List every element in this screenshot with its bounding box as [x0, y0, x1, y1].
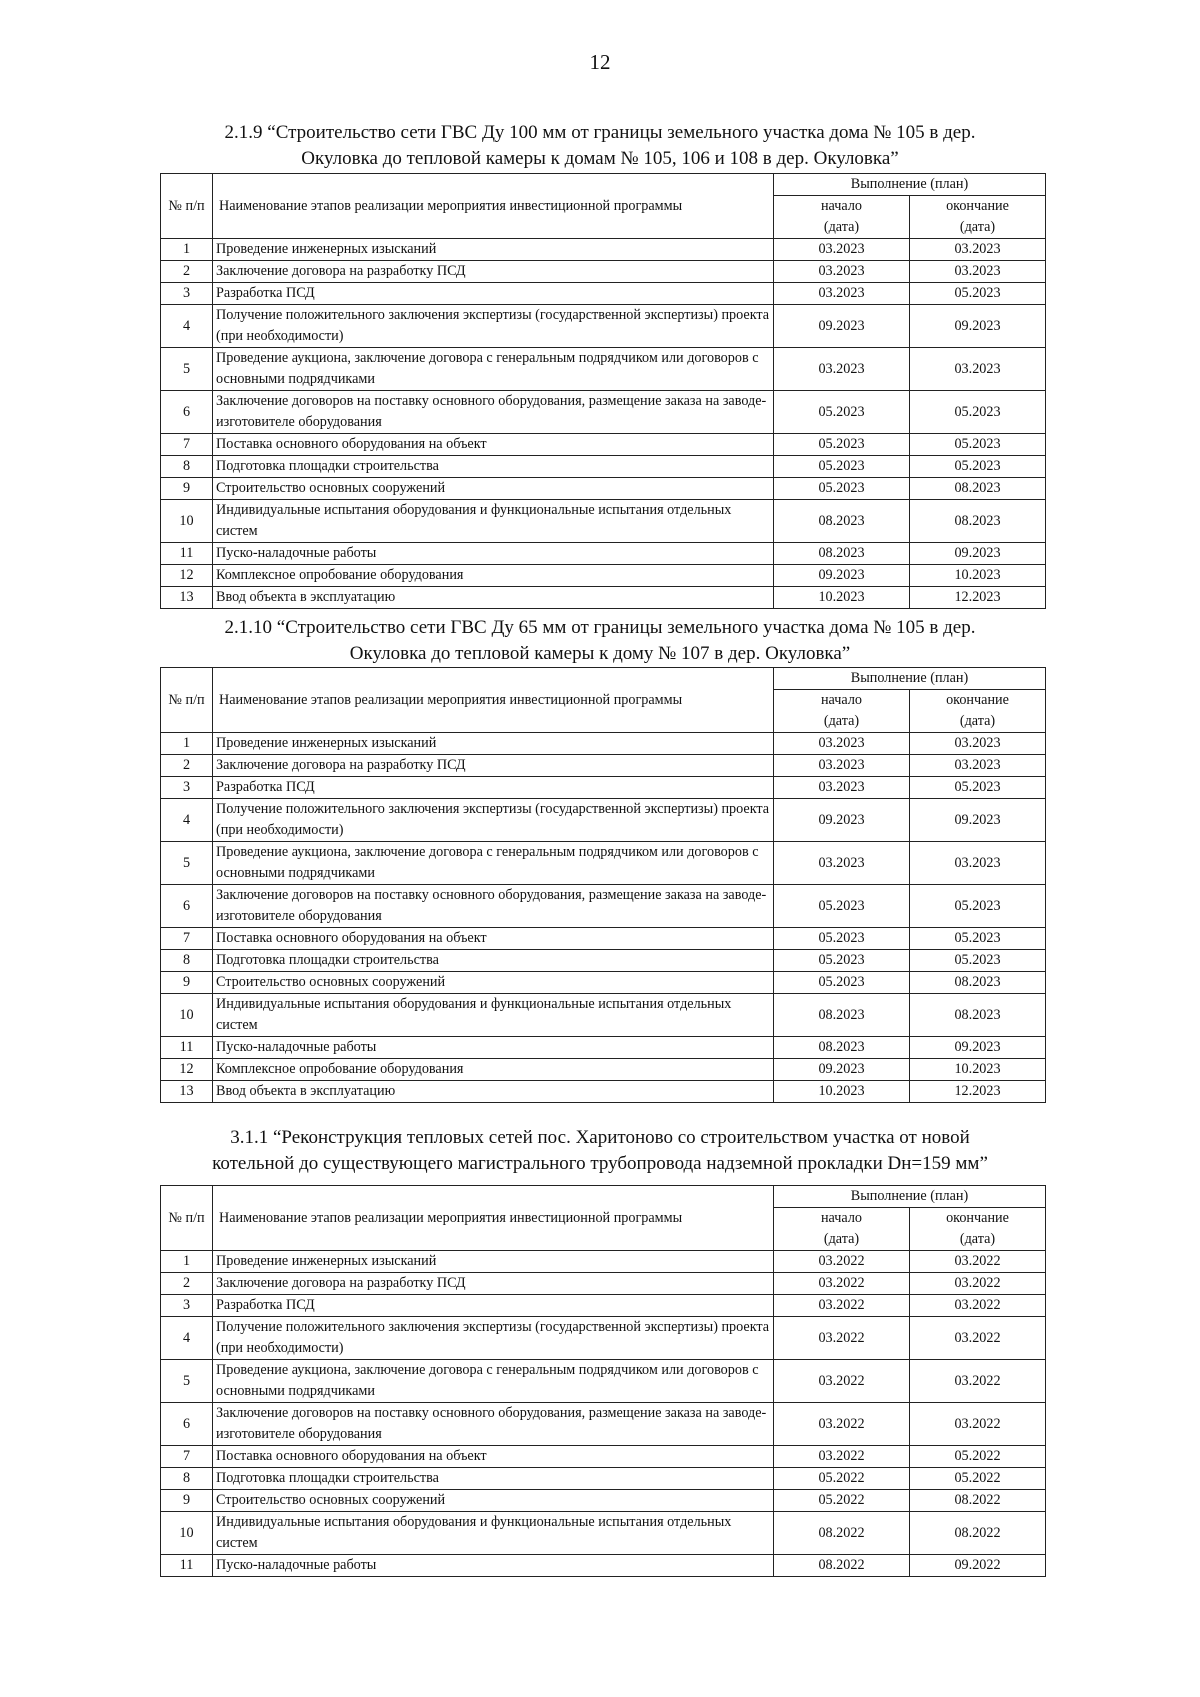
table-row: [161, 305, 1046, 348]
row-number: 8: [161, 950, 213, 972]
row-number: 5: [161, 842, 213, 885]
table-row: [161, 755, 1046, 777]
start-date: 05.2023: [774, 885, 910, 928]
header-start: начало: [774, 1208, 910, 1230]
row-number: 9: [161, 972, 213, 994]
start-date: 05.2022: [774, 1468, 910, 1490]
table-row: [161, 1037, 1046, 1059]
row-number: 2: [161, 261, 213, 283]
header-name: Наименование этапов реализации мероприятия инвестиционной программы: [213, 1186, 774, 1251]
end-date: 03.2022: [910, 1360, 1046, 1403]
row-number: 11: [161, 1037, 213, 1059]
table-row: [161, 1468, 1046, 1490]
stage-name: Проведение аукциона, заключение договора с генеральным подрядчиком или договоров с основными подрядчиками: [213, 842, 774, 885]
table-row: [161, 239, 1046, 261]
stage-name: Индивидуальные испытания оборудования и функциональные испытания отдельных систем: [213, 994, 774, 1037]
row-number: 13: [161, 587, 213, 609]
end-date: 08.2022: [910, 1490, 1046, 1512]
start-date: 05.2023: [774, 456, 910, 478]
start-date: 08.2023: [774, 543, 910, 565]
end-date: 05.2023: [910, 950, 1046, 972]
header-start: начало: [774, 196, 910, 218]
table-row: [161, 391, 1046, 434]
start-date: 03.2022: [774, 1273, 910, 1295]
header-start-note: (дата): [774, 1229, 910, 1251]
stage-name: Подготовка площадки строительства: [213, 456, 774, 478]
row-number: 7: [161, 928, 213, 950]
end-date: 03.2022: [910, 1295, 1046, 1317]
stage-name: Проведение аукциона, заключение договора с генеральным подрядчиком или договоров с основными подрядчиками: [213, 348, 774, 391]
table-row: [161, 456, 1046, 478]
stage-name: Пуско-наладочные работы: [213, 1555, 774, 1577]
start-date: 10.2023: [774, 1081, 910, 1103]
row-number: 9: [161, 1490, 213, 1512]
table-row: [161, 283, 1046, 305]
start-date: 09.2023: [774, 1059, 910, 1081]
row-number: 7: [161, 434, 213, 456]
start-date: 05.2023: [774, 928, 910, 950]
end-date: 03.2023: [910, 348, 1046, 391]
end-date: 09.2023: [910, 543, 1046, 565]
end-date: 05.2023: [910, 928, 1046, 950]
row-number: 5: [161, 1360, 213, 1403]
start-date: 05.2022: [774, 1490, 910, 1512]
table-row: [161, 261, 1046, 283]
start-date: 03.2022: [774, 1317, 910, 1360]
page-number: 12: [589, 50, 611, 74]
start-date: 03.2022: [774, 1295, 910, 1317]
start-date: 10.2023: [774, 587, 910, 609]
stage-name: Получение положительного заключения экспертизы (государственной экспертизы) проекта (при необходимости): [213, 1317, 774, 1360]
table-row: [161, 587, 1046, 609]
stage-name: Разработка ПСД: [213, 283, 774, 305]
stage-name: Подготовка площадки строительства: [213, 1468, 774, 1490]
stage-name: Заключение договоров на поставку основного оборудования, размещение заказа на заводе-изготовителе оборудования: [213, 885, 774, 928]
end-date: 03.2023: [910, 239, 1046, 261]
start-date: 08.2022: [774, 1512, 910, 1555]
header-end: окончание: [910, 1208, 1046, 1230]
stage-name: Проведение аукциона, заключение договора с генеральным подрядчиком или договоров с основными подрядчиками: [213, 1360, 774, 1403]
end-date: 03.2023: [910, 733, 1046, 755]
header-end: окончание: [910, 690, 1046, 712]
header-group: Выполнение (план): [774, 668, 1046, 690]
section-title-line: 2.1.10 “Строительство сети ГВС Ду 65 мм от границы земельного участка дома № 105 в дер.: [224, 617, 976, 638]
end-date: 05.2023: [910, 777, 1046, 799]
row-number: 12: [161, 565, 213, 587]
stage-name: Заключение договора на разработку ПСД: [213, 755, 774, 777]
start-date: 03.2022: [774, 1360, 910, 1403]
stage-name: Комплексное опробование оборудования: [213, 565, 774, 587]
table-row: [161, 1251, 1046, 1273]
stage-name: Индивидуальные испытания оборудования и функциональные испытания отдельных систем: [213, 1512, 774, 1555]
stage-name: Ввод объекта в эксплуатацию: [213, 1081, 774, 1103]
header-end: окончание: [910, 196, 1046, 218]
start-date: 03.2023: [774, 261, 910, 283]
end-date: 03.2022: [910, 1273, 1046, 1295]
stage-name: Подготовка площадки строительства: [213, 950, 774, 972]
table-row: [161, 478, 1046, 500]
stage-name: Поставка основного оборудования на объект: [213, 1446, 774, 1468]
end-date: 12.2023: [910, 1081, 1046, 1103]
start-date: 05.2023: [774, 950, 910, 972]
table-row: [161, 1360, 1046, 1403]
table-row: [161, 799, 1046, 842]
row-number: 1: [161, 1251, 213, 1273]
end-date: 05.2022: [910, 1468, 1046, 1490]
row-number: 6: [161, 391, 213, 434]
table-row: [161, 1295, 1046, 1317]
end-date: 05.2023: [910, 885, 1046, 928]
row-number: 8: [161, 456, 213, 478]
table-row: [161, 543, 1046, 565]
header-start-note: (дата): [774, 217, 910, 239]
end-date: 08.2023: [910, 994, 1046, 1037]
start-date: 08.2023: [774, 994, 910, 1037]
row-number: 13: [161, 1081, 213, 1103]
header-end-note: (дата): [910, 1229, 1046, 1251]
row-number: 4: [161, 799, 213, 842]
row-number: 1: [161, 733, 213, 755]
table-row: [161, 1403, 1046, 1446]
section-title-line: 2.1.9 “Строительство сети ГВС Ду 100 мм от границы земельного участка дома № 105 в дер.: [224, 122, 976, 143]
row-number: 7: [161, 1446, 213, 1468]
stage-name: Заключение договора на разработку ПСД: [213, 261, 774, 283]
header-group: Выполнение (план): [774, 174, 1046, 196]
start-date: 03.2023: [774, 733, 910, 755]
table-row: [161, 1059, 1046, 1081]
row-number: 6: [161, 1403, 213, 1446]
section-title: [165, 1125, 1035, 1177]
end-date: 10.2023: [910, 565, 1046, 587]
row-number: 10: [161, 994, 213, 1037]
row-number: 2: [161, 755, 213, 777]
row-number: 12: [161, 1059, 213, 1081]
start-date: 03.2022: [774, 1446, 910, 1468]
stage-name: Проведение инженерных изысканий: [213, 733, 774, 755]
stage-name: Проведение инженерных изысканий: [213, 1251, 774, 1273]
start-date: 09.2023: [774, 565, 910, 587]
stage-name: Поставка основного оборудования на объект: [213, 434, 774, 456]
stage-name: Ввод объекта в эксплуатацию: [213, 587, 774, 609]
end-date: 09.2023: [910, 1037, 1046, 1059]
table-row: [161, 885, 1046, 928]
end-date: 05.2023: [910, 391, 1046, 434]
end-date: 08.2022: [910, 1512, 1046, 1555]
start-date: 09.2023: [774, 799, 910, 842]
table-row: [161, 842, 1046, 885]
start-date: 03.2022: [774, 1251, 910, 1273]
end-date: 03.2023: [910, 842, 1046, 885]
start-date: 03.2023: [774, 239, 910, 261]
section-title: [165, 120, 1035, 172]
end-date: 08.2023: [910, 500, 1046, 543]
header-end-note: (дата): [910, 711, 1046, 733]
table-row: [161, 348, 1046, 391]
end-date: 05.2023: [910, 283, 1046, 305]
table-row: [161, 1490, 1046, 1512]
end-date: 08.2023: [910, 972, 1046, 994]
end-date: 05.2023: [910, 456, 1046, 478]
start-date: 03.2023: [774, 777, 910, 799]
stage-name: Разработка ПСД: [213, 1295, 774, 1317]
end-date: 08.2023: [910, 478, 1046, 500]
start-date: 03.2023: [774, 755, 910, 777]
table-row: [161, 777, 1046, 799]
start-date: 08.2022: [774, 1555, 910, 1577]
table-row: [161, 500, 1046, 543]
section-title-line: котельной до существующего магистрального трубопровода надземной прокладки Dн=159 мм”: [212, 1153, 988, 1174]
section-title-line: Окуловка до тепловой камеры к домам № 105, 106 и 108 в дер. Окуловка”: [301, 148, 899, 169]
row-number: 3: [161, 1295, 213, 1317]
header-group: Выполнение (план): [774, 1186, 1046, 1208]
stage-name: Заключение договора на разработку ПСД: [213, 1273, 774, 1295]
row-number: 8: [161, 1468, 213, 1490]
start-date: 09.2023: [774, 305, 910, 348]
header-name: Наименование этапов реализации мероприятия инвестиционной программы: [213, 174, 774, 239]
row-number: 11: [161, 543, 213, 565]
end-date: 10.2023: [910, 1059, 1046, 1081]
end-date: 09.2022: [910, 1555, 1046, 1577]
header-num: № п/п: [161, 174, 213, 239]
header-start: начало: [774, 690, 910, 712]
end-date: 12.2023: [910, 587, 1046, 609]
table-row: [161, 434, 1046, 456]
header-name: Наименование этапов реализации мероприятия инвестиционной программы: [213, 668, 774, 733]
table-row: [161, 994, 1046, 1037]
stage-name: Индивидуальные испытания оборудования и функциональные испытания отдельных систем: [213, 500, 774, 543]
start-date: 08.2023: [774, 500, 910, 543]
row-number: 3: [161, 283, 213, 305]
stage-name: Получение положительного заключения экспертизы (государственной экспертизы) проекта (при необходимости): [213, 305, 774, 348]
schedule-table: [160, 667, 1046, 1103]
stage-name: Получение положительного заключения экспертизы (государственной экспертизы) проекта (при необходимости): [213, 799, 774, 842]
header-end-note: (дата): [910, 217, 1046, 239]
end-date: 09.2023: [910, 305, 1046, 348]
start-date: 03.2023: [774, 283, 910, 305]
stage-name: Комплексное опробование оборудования: [213, 1059, 774, 1081]
row-number: 5: [161, 348, 213, 391]
stage-name: Заключение договоров на поставку основного оборудования, размещение заказа на заводе-изготовителе оборудования: [213, 1403, 774, 1446]
table-row: [161, 1317, 1046, 1360]
row-number: 4: [161, 305, 213, 348]
row-number: 6: [161, 885, 213, 928]
row-number: 4: [161, 1317, 213, 1360]
row-number: 2: [161, 1273, 213, 1295]
row-number: 11: [161, 1555, 213, 1577]
table-row: [161, 565, 1046, 587]
header-start-note: (дата): [774, 711, 910, 733]
stage-name: Строительство основных сооружений: [213, 972, 774, 994]
stage-name: Проведение инженерных изысканий: [213, 239, 774, 261]
table-row: [161, 950, 1046, 972]
row-number: 10: [161, 1512, 213, 1555]
end-date: 03.2022: [910, 1251, 1046, 1273]
table-row: [161, 1446, 1046, 1468]
table-row: [161, 1081, 1046, 1103]
end-date: 03.2023: [910, 261, 1046, 283]
start-date: 08.2023: [774, 1037, 910, 1059]
header-num: № п/п: [161, 1186, 213, 1251]
stage-name: Поставка основного оборудования на объект: [213, 928, 774, 950]
start-date: 03.2023: [774, 348, 910, 391]
table-row: [161, 1512, 1046, 1555]
table-row: [161, 733, 1046, 755]
end-date: 03.2023: [910, 755, 1046, 777]
stage-name: Заключение договоров на поставку основного оборудования, размещение заказа на заводе-изготовителе оборудования: [213, 391, 774, 434]
end-date: 05.2023: [910, 434, 1046, 456]
stage-name: Пуско-наладочные работы: [213, 1037, 774, 1059]
schedule-table: [160, 1185, 1046, 1577]
table-row: [161, 972, 1046, 994]
table-row: [161, 928, 1046, 950]
end-date: 05.2022: [910, 1446, 1046, 1468]
start-date: 03.2023: [774, 842, 910, 885]
stage-name: Разработка ПСД: [213, 777, 774, 799]
stage-name: Строительство основных сооружений: [213, 1490, 774, 1512]
table-row: [161, 1555, 1046, 1577]
schedule-table: [160, 173, 1046, 609]
start-date: 05.2023: [774, 972, 910, 994]
start-date: 05.2023: [774, 434, 910, 456]
end-date: 03.2022: [910, 1403, 1046, 1446]
row-number: 9: [161, 478, 213, 500]
end-date: 09.2023: [910, 799, 1046, 842]
start-date: 05.2023: [774, 478, 910, 500]
row-number: 10: [161, 500, 213, 543]
row-number: 1: [161, 239, 213, 261]
section-title: [165, 615, 1035, 667]
start-date: 05.2023: [774, 391, 910, 434]
table-row: [161, 1273, 1046, 1295]
header-num: № п/п: [161, 668, 213, 733]
start-date: 03.2022: [774, 1403, 910, 1446]
stage-name: Пуско-наладочные работы: [213, 543, 774, 565]
end-date: 03.2022: [910, 1317, 1046, 1360]
row-number: 3: [161, 777, 213, 799]
section-title-line: Окуловка до тепловой камеры к дому № 107 в дер. Окуловка”: [349, 643, 851, 664]
stage-name: Строительство основных сооружений: [213, 478, 774, 500]
section-title-line: 3.1.1 “Реконструкция тепловых сетей пос. Харитоново со строительством участка от новой: [230, 1127, 970, 1148]
